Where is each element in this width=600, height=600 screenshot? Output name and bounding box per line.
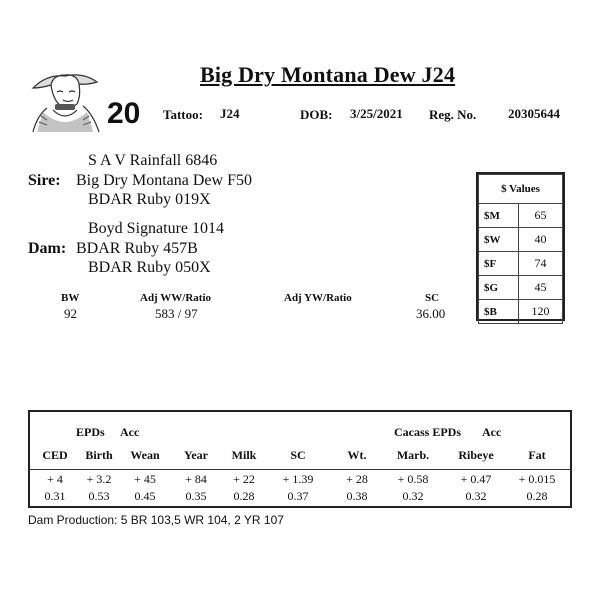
dollar-values-title: $ Values (479, 175, 563, 204)
dollar-key: $F (479, 252, 519, 276)
tattoo-value: J24 (220, 106, 240, 121)
reg-value: 20305644 (508, 106, 560, 121)
carcass-epds-label: Cacass EPDs (394, 425, 462, 439)
dam-name: BDAR Ruby 457B (76, 240, 198, 257)
dollar-value: 45 (519, 276, 563, 300)
epd-value: + 3.2 (86, 472, 112, 486)
epd-accuracy: 0.28 (233, 489, 255, 503)
sc-value: 36.00 (416, 306, 446, 321)
epd-value: + 0.58 (397, 472, 429, 486)
epd-value: + 4 (47, 472, 63, 486)
epd-column-label: Wt. (347, 448, 367, 462)
sire-sire: S A V Rainfall 6846 (88, 152, 218, 169)
carcass-acc-label: Acc (482, 425, 502, 439)
dollar-values-table (476, 172, 565, 321)
ww-value: 583 / 97 (155, 306, 198, 321)
epd-value: + 0.47 (460, 472, 492, 486)
epd-value: + 1.39 (282, 472, 314, 486)
dollar-key: $B (479, 300, 519, 324)
epd-accuracy: 0.38 (346, 489, 368, 503)
epd-value: + 84 (185, 472, 207, 486)
sire-label: Sire: (28, 172, 61, 189)
epd-accuracy: 0.28 (526, 489, 548, 503)
dam-dam: BDAR Ruby 050X (88, 259, 211, 276)
reg-label: Reg. No. (429, 107, 477, 122)
epd-accuracy: 0.37 (287, 489, 309, 503)
dob-value: 3/25/2021 (350, 106, 403, 121)
epd-column-label: Birth (85, 448, 113, 462)
epd-column-label: Fat (528, 448, 546, 462)
dollar-key: $G (479, 276, 519, 300)
epd-accuracy: 0.32 (402, 489, 424, 503)
dob-label: DOB: (300, 107, 333, 122)
cowboy-logo-icon (27, 66, 103, 134)
dollar-value: 74 (519, 252, 563, 276)
epd-column-label: Marb. (396, 448, 430, 462)
dam-production: Dam Production: 5 BR 103,5 WR 104, 2 YR 107 (28, 513, 284, 527)
sire-name: Big Dry Montana Dew F50 (76, 172, 252, 189)
animal-title: Big Dry Montana Dew J24 (200, 62, 456, 87)
dollar-row (479, 228, 563, 252)
epd-accuracy: 0.53 (88, 489, 110, 503)
sc-label: SC (425, 292, 440, 304)
dam-sire: Boyd Signature 1014 (88, 220, 224, 237)
sire-dam: BDAR Ruby 019X (88, 191, 211, 208)
dollar-key: $M (479, 204, 519, 228)
epd-column-label: CED (42, 448, 68, 462)
epd-value: + 0.015 (518, 472, 556, 486)
dollar-row (479, 276, 563, 300)
epd-value: + 28 (346, 472, 368, 486)
epd-accuracy: 0.45 (134, 489, 156, 503)
dollar-key: $W (479, 228, 519, 252)
lot-number: 20 (107, 97, 141, 130)
epd-column-label: Wean (130, 448, 160, 462)
epd-column-label: Milk (231, 448, 257, 462)
yw-label: Adj YW/Ratio (284, 292, 352, 304)
bw-label: BW (61, 292, 80, 304)
tattoo-label: Tattoo: (163, 107, 203, 122)
epd-value: + 22 (233, 472, 255, 486)
epd-column-label: SC (290, 448, 306, 462)
dam-label: Dam: (28, 240, 67, 257)
epd-column-label: Year (184, 448, 208, 462)
dollar-row (479, 204, 563, 228)
epd-divider (30, 469, 570, 470)
dollar-value: 65 (519, 204, 563, 228)
dollar-value: 40 (519, 228, 563, 252)
epd-accuracy: 0.32 (465, 489, 487, 503)
dollar-row (479, 300, 563, 324)
epd-column-label: Ribeye (458, 448, 494, 462)
epds-group-label: EPDs (76, 425, 105, 439)
bw-value: 92 (64, 306, 77, 321)
epd-accuracy: 0.35 (185, 489, 207, 503)
epds-acc-label: Acc (120, 425, 140, 439)
dollar-value: 120 (519, 300, 563, 324)
dollar-row (479, 252, 563, 276)
epd-value: + 45 (134, 472, 156, 486)
epd-accuracy: 0.31 (44, 489, 66, 503)
ww-label: Adj WW/Ratio (140, 292, 211, 304)
epd-table (28, 410, 572, 508)
